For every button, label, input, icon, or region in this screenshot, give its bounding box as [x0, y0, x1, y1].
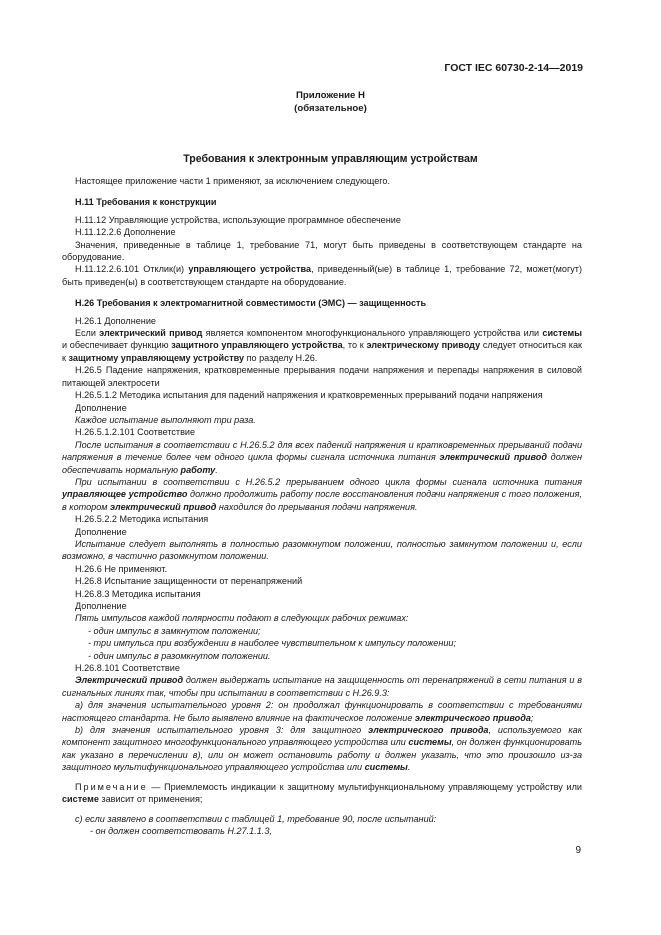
clause-h26-5-2-2: Н.26.5.2.2 Методика испытания — [75, 514, 209, 525]
term: системы — [408, 737, 452, 748]
term: электрическому приводу — [366, 340, 481, 351]
list-item-a — [62, 699, 582, 724]
list-item-c-sub: - он должен соответствовать Н.27.1.1.3, — [90, 825, 272, 836]
note-label: Примечание — [75, 781, 148, 792]
text-run: следует относиться как к — [62, 340, 582, 363]
paragraph-values: Значения, приведенные в таблице 1, требование 71, могут быть приведены в соответствующем стандарте на оборудование. — [62, 239, 582, 263]
annex-status: (обязательное) — [294, 103, 367, 114]
text-run: находился до прерывания подачи напряжения. — [216, 501, 418, 512]
term: электрического привода — [414, 712, 531, 723]
list-item-mode-1: - один импульс в замкнутом положении; — [88, 625, 261, 636]
term: электрический привод — [110, 501, 217, 512]
clause-h11-101 — [62, 263, 582, 288]
paragraph-test-three: Каждое испытание выполняют три раза. — [75, 414, 256, 425]
text-run: . — [215, 464, 218, 475]
term: системе — [62, 794, 99, 805]
clause-h26-8: Н.26.8 Испытание защищенности от перенапряжений — [75, 576, 303, 587]
term-control: управляющего устройства — [188, 264, 312, 275]
list-item-b — [62, 724, 582, 774]
addition-label: Дополнение — [75, 526, 127, 537]
note-paragraph — [62, 781, 582, 806]
term: электрический привод — [439, 452, 547, 463]
paragraph-during-test — [62, 476, 582, 513]
clause-h26-8-3: Н.26.8.3 Методика испытания — [75, 588, 201, 599]
paragraph-five-pulses: Пять импульсов каждой полярности подают в следующих рабочих режимах: — [75, 613, 409, 624]
annex-title: Приложение Н — [296, 90, 365, 101]
addition-label: Дополнение — [75, 601, 127, 611]
section-heading-h11: Н.11 Требования к конструкции — [75, 197, 217, 208]
text-run: должен выдержать испытание на защищенность от перенапряжений в сети питания и в сигнальных линиях так, чтобы при испытании в соответствии с Н.26.9.3: — [62, 675, 582, 698]
list-item-mode-2: - три импульса при возбуждении в наиболее чувствительном к импульсу положении; — [88, 638, 456, 649]
text-run: по разделу Н.26. — [244, 352, 318, 363]
addition-label: Дополнение — [75, 402, 127, 413]
text-run: и обеспечивает функцию — [62, 340, 172, 351]
term: защитному управляющему устройству — [68, 352, 245, 363]
clause-h26-6: Н.26.6 Не применяют. — [75, 563, 168, 574]
list-item-mode-3: - один импульс в разомкнутом положении. — [88, 650, 271, 661]
term: системы — [364, 762, 408, 773]
clause-h26-5-1-2: Н.26.5.1.2 Методика испытания для падений напряжения и кратковременных прерываний подачи напряжения — [75, 390, 543, 401]
text-run: является компонентом многофункционального управляющего устройства или — [202, 328, 543, 339]
term: защитного управляющего устройства — [171, 340, 343, 351]
text-run: ; — [530, 712, 534, 723]
text-run: должно продолжить работу после восстановления подачи напряжения с того положения, в котором — [62, 489, 582, 512]
term: системы — [542, 328, 582, 339]
document-number: ГОСТ IEC 60730-2-14—2019 — [444, 62, 583, 74]
text-run: Н.11.12.2.6.101 Отклик(и) — [75, 264, 189, 275]
text-run: , он должен функционировать как указано в перечислении в), или он может остановить работу и должен указать, что это произошло из-за защитного мультифункционального управляющего устройства или — [62, 737, 582, 773]
term: электрического привода — [368, 725, 489, 736]
text-run: , то к — [342, 340, 367, 351]
clause-h11-12-2-6: Н.11.12.2.6 Дополнение — [75, 227, 176, 238]
text-run: При испытании в соответствии с Н.26.5.2 прерыванием одного цикла формы сигнала источника питания — [75, 476, 582, 487]
text-run: , используемого как компонент защитного многофункционального управляющего устройства или — [62, 725, 583, 748]
text-run: должен обеспечивать нормальную — [62, 452, 582, 475]
text-run: b) для значения испытательного уровня 3: для защитного — [75, 725, 369, 736]
paragraph-h26-1 — [62, 327, 582, 364]
document-body — [62, 175, 582, 837]
clause-h26-5: Н.26.5 Падение напряжения, кратковременные прерывания подачи напряжения и перепады напряжения в силовой питающей электросети — [62, 365, 582, 388]
intro-paragraph: Настоящее приложение части 1 применяют, за исключением следующего. — [75, 176, 390, 186]
text-run: . — [407, 762, 411, 773]
paragraph-after-test — [62, 439, 582, 476]
term: электрический привод — [99, 328, 203, 339]
text-run: a) для значения испытательного уровня 2: он продолжал функционировать в соответствии с требованиями настоящего стандарта. Не было выявлено влияние на фактическое положение — [62, 700, 582, 723]
section-heading-h26: Н.26 Требования к электромагнитной совместимости (ЭМС) — защищенность — [75, 298, 427, 309]
text-run: зависит от применения; — [98, 794, 203, 805]
list-item-c: c) если заявлено в соответствии с таблицей 1, требование 90, после испытаний: — [75, 813, 437, 824]
clause-h26-1: Н.26.1 Дополнение — [75, 315, 156, 326]
text-run: , приведенный(ые) в таблице 1, требование 72, может(могут) быть приведен(ы) в соответствующем стандарте на оборудование. — [62, 264, 582, 287]
text-run: Если — [75, 328, 100, 339]
term: работу — [180, 464, 216, 475]
clause-h26-8-101: Н.26.8.101 Соответствие — [75, 663, 180, 674]
clause-h11-12: Н.11.12 Управляющие устройства, использующие программное обеспечение — [75, 214, 401, 225]
clause-h26-5-1-2-101: Н.26.5.1.2.101 Соответствие — [75, 427, 196, 438]
term: управляющее устройство — [62, 489, 188, 500]
term: Электрический привод — [75, 675, 184, 686]
paragraph-test-positions: Испытание следует выполнять в полностью разомкнутом положении, полностью замкнутом положении и, если возможно, в частично разомкнутом положении. — [62, 538, 582, 562]
paragraph-drive-requirement — [62, 674, 582, 699]
annex-main-title: Требования к электронным управляющим устройствам — [183, 153, 478, 165]
text-run: После испытания в соответствии с Н.26.5.2 для всех падений напряжения и кратковременных прерываний подачи напряжения в течение более чем одного цикла формы сигнала источника питания — [62, 439, 582, 463]
page-number: 9 — [575, 845, 581, 856]
text-run: — Приемлемость индикации к защитному мультифункциональному управляющему устройству или — [147, 781, 582, 792]
